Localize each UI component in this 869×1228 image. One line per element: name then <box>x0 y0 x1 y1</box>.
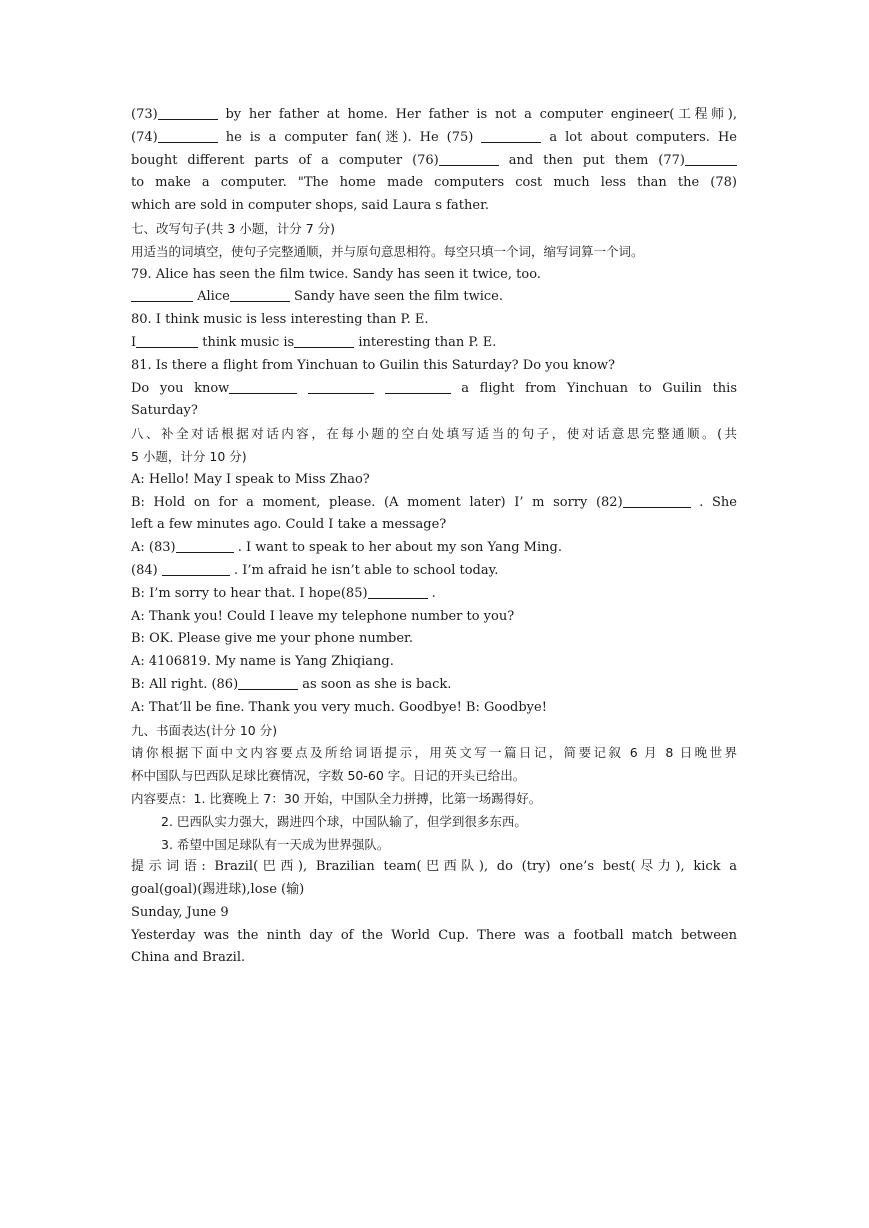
section-9-point: 内容要点：1. 比赛晚上 7：30 开始，中国队全力拼搏，比第一场踢得好。 <box>131 790 542 806</box>
answer-blank-75 <box>481 128 541 143</box>
dialogue-text: as soon as she is back. <box>298 676 452 692</box>
dialogue-line <box>131 537 737 560</box>
dialogue-text: . <box>427 585 436 601</box>
answer-text: Alice <box>193 289 230 305</box>
passage-text: by her father at home. Her father is not a computer engineer(工程师), <box>217 107 737 122</box>
question-81: 81. Is there a flight from Yinchuan to Guilin this Saturday? Do you know? <box>131 357 616 373</box>
dialogue-text: . I’m afraid he isn’t able to school today. <box>229 562 499 578</box>
answer-blank <box>294 333 354 348</box>
answer-blank <box>230 287 290 302</box>
question-79-answer <box>131 286 737 309</box>
dialogue-line: A: 4106819. My name is Yang Zhiqiang. <box>131 654 394 670</box>
dialogue-line <box>131 560 737 583</box>
answer-blank-82 <box>623 493 691 508</box>
dialogue-text: A: (83) <box>131 540 176 556</box>
answer-blank <box>136 333 198 348</box>
section-7-instruction: 用适当的词填空，使句子完整通顺，并与原句意思相符。每空只填一个词，缩写词算一个词。 <box>131 243 644 259</box>
answer-text: I <box>131 334 137 350</box>
diary-date: Sunday, June 9 <box>131 904 229 920</box>
section-9-hint: goal(goal)(踢进球),lose (输) <box>131 882 305 898</box>
section-9-hint: 提示词语: Brazil(巴西), Brazilian team(巴西队), do (try) one’s best(尽力), kick a <box>131 859 737 875</box>
question-80: 80. I think music is less interesting than P. E. <box>131 312 429 328</box>
answer-blank-85 <box>368 584 428 599</box>
answer-text: Do you know <box>131 380 230 396</box>
dialogue-text: B: All right. (86) <box>131 676 239 692</box>
dialogue-text: . She <box>690 494 737 510</box>
dialogue-text: . I want to speak to her about my son Yang Ming. <box>233 540 562 556</box>
section-9-text: 请你根据下面中文内容要点及所给词语提示，用英文写一篇日记，简要记叙 6 月 8 日晚世界 <box>131 745 737 761</box>
answer-text: a flight from Yinchuan to Guilin this <box>450 380 737 396</box>
page-content <box>131 104 737 970</box>
question-79: 79. Alice has seen the film twice. Sandy has seen it twice, too. <box>131 266 541 282</box>
answer-blank-73 <box>158 105 218 120</box>
dialogue-line: B: OK. Please give me your phone number. <box>131 631 413 647</box>
diary-text: Yesterday was the ninth day of the World Cup. There was a football match between <box>131 927 737 943</box>
section-7-title: 七、改写句子(共 3 小题，计分 7 分) <box>131 220 336 236</box>
answer-blank <box>385 379 451 394</box>
dialogue-line: A: Hello! May I speak to Miss Zhao? <box>131 471 370 487</box>
dialogue-text: B: Hold on for a moment, please. (A moment later) I’ m sorry (82) <box>131 494 623 510</box>
passage-line-2 <box>131 127 737 150</box>
section-9-point: 3. 希望中国足球队有一天成为世界强队。 <box>161 836 390 852</box>
answer-text: Sandy have seen the film twice. <box>289 289 503 305</box>
question-80-answer <box>131 332 737 355</box>
section-9-text: 杯中国队与巴西队足球比赛情况，字数 50-60 字。日记的开头已给出。 <box>131 768 526 784</box>
dialogue-line: A: Thank you! Could I leave my telephone number to you? <box>131 608 515 624</box>
answer-blank-74 <box>158 128 218 143</box>
dialogue-line: left a few minutes ago. Could I take a message? <box>131 517 447 533</box>
passage-text: a lot about computers. He <box>541 129 737 145</box>
passage-line-5: which are sold in computer shops, said Laura s father. <box>131 198 489 214</box>
section-8-title: 八、补全对话根据对话内容，在每小题的空白处填写适当的句子，使对话意思完整通顺。(共 <box>131 426 737 442</box>
diary-text: China and Brazil. <box>131 950 246 966</box>
answer-text: think music is <box>198 334 295 350</box>
question-number: (74) <box>131 129 158 145</box>
dialogue-text: B: I’m sorry to hear that. I hope(85) <box>131 585 368 601</box>
answer-blank-86 <box>238 675 298 690</box>
passage-text: he is a computer fan(迷). He (75) <box>217 129 482 145</box>
question-81-answer <box>131 378 737 401</box>
section-9-point: 2. 巴西队实力强大，踢进四个球，中国队输了，但学到很多东西。 <box>161 813 527 829</box>
dialogue-line: A: That’ll be fine. Thank you very much. Goodbye! B: Goodbye! <box>131 699 547 715</box>
section-9-title: 九、书面表达(计分 10 分) <box>131 722 278 738</box>
passage-line-4: to make a computer. "The home made computers cost much less than the (78) <box>131 175 737 191</box>
answer-blank-76 <box>439 151 499 166</box>
passage-line-3 <box>131 150 737 173</box>
answer-blank <box>308 379 374 394</box>
passage-text: and then put them (77) <box>498 152 685 168</box>
question-81-answer-cont: Saturday? <box>131 403 198 419</box>
passage-text: bought different parts of a computer (76) <box>131 152 439 168</box>
dialogue-line <box>131 674 737 697</box>
answer-blank <box>131 287 193 302</box>
answer-blank-77 <box>685 151 737 166</box>
dialogue-line <box>131 492 737 515</box>
section-8-title-cont: 5 小题，计分 10 分) <box>131 448 247 464</box>
answer-blank-84 <box>162 561 230 576</box>
question-number: (73) <box>131 107 158 122</box>
answer-blank <box>229 379 297 394</box>
answer-blank-83 <box>176 538 234 553</box>
dialogue-line <box>131 583 737 606</box>
dialogue-text: (84) <box>131 562 162 578</box>
passage-line-1 <box>131 104 737 127</box>
answer-text: interesting than P. E. <box>354 334 497 350</box>
